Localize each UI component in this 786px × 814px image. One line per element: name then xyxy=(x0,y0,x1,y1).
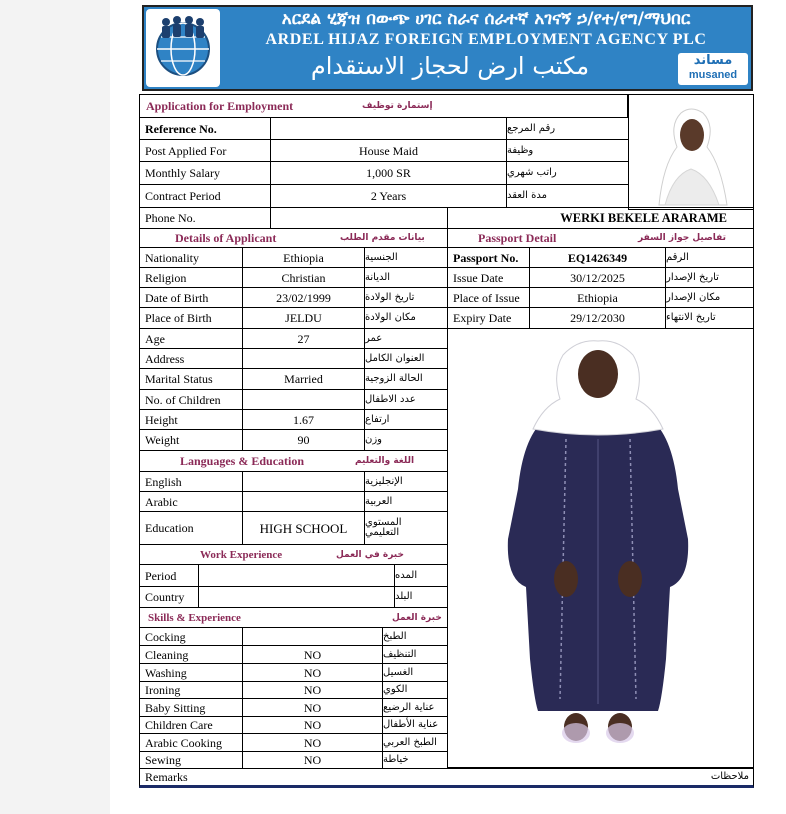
skill-label: Ironing xyxy=(139,681,243,699)
address-label-ar: العنوان الكامل xyxy=(364,348,448,369)
age-label: Age xyxy=(139,328,243,349)
pob-label-ar: مكان الولادة xyxy=(364,307,448,329)
issue-date-label-ar: تاريخ الإصدار xyxy=(665,267,754,288)
arabic-label: Arabic xyxy=(139,491,243,512)
details-title-en: Details of Applicant xyxy=(175,230,277,245)
country-value xyxy=(198,586,395,608)
applicant-name: WERKI BEKELE ARARAME xyxy=(447,207,754,229)
children-value xyxy=(242,389,365,410)
marital-label-ar: الحالة الزوجية xyxy=(364,368,448,390)
passport-no-label-ar: الرقم xyxy=(665,247,754,268)
skill-label-ar: الغسيل xyxy=(382,663,448,682)
skills-title-en: Skills & Experience xyxy=(148,611,241,624)
skills-title-ar: خبرة العمل xyxy=(392,612,442,623)
skill-value: NO xyxy=(242,733,383,752)
weight-label-ar: وزن xyxy=(364,429,448,451)
skill-value: NO xyxy=(242,663,383,682)
dob-label-ar: تاريخ الولادة xyxy=(364,287,448,308)
country-label: Country xyxy=(139,586,199,608)
remarks-row xyxy=(139,768,754,788)
skill-label-ar: خياطة xyxy=(382,751,448,769)
salary-value: 1,000 SR xyxy=(270,161,507,185)
marital-value: Married xyxy=(242,368,365,390)
address-label: Address xyxy=(139,348,243,369)
work-title-ar: خبرة في العمل xyxy=(336,549,404,560)
issue-date-label: Issue Date xyxy=(447,267,530,288)
country-label-ar: البلد xyxy=(394,586,448,608)
education-label-ar xyxy=(364,511,448,545)
religion-label: Religion xyxy=(139,267,243,288)
skill-value: NO xyxy=(242,681,383,699)
period-value xyxy=(198,564,395,587)
arabic-value xyxy=(242,491,365,512)
post-label-ar: وظيفة xyxy=(506,139,629,162)
musaned-arabic: مساند xyxy=(693,53,733,68)
languages-title xyxy=(139,450,448,472)
languages-title-en: Languages & Education xyxy=(180,453,305,468)
banner-arabic: مكتب ارض لحجاز الاستقدام xyxy=(310,52,590,80)
pob-value: JELDU xyxy=(242,307,365,329)
age-value: 27 xyxy=(242,328,365,349)
expiry-date-label-ar: تاريخ الانتهاء xyxy=(665,307,754,329)
issue-date-value: 30/12/2025 xyxy=(529,267,666,288)
religion-label-ar: الديانة xyxy=(364,267,448,288)
english-label-ar: الإنجليزية xyxy=(364,471,448,492)
post-label: Post Applied For xyxy=(139,139,271,162)
skill-label: Arabic Cooking xyxy=(139,733,243,752)
skill-label-ar: الكوي xyxy=(382,681,448,699)
weight-label: Weight xyxy=(139,429,243,451)
skill-value: NO xyxy=(242,645,383,664)
salary-label-ar: راتب شهري xyxy=(506,161,629,185)
height-label-ar: ارتفاع xyxy=(364,409,448,430)
expiry-date-label: Expiry Date xyxy=(447,307,530,329)
children-label-ar: عدد الاطفال xyxy=(364,389,448,410)
place-of-issue-label: Place of Issue xyxy=(447,287,530,308)
english-value xyxy=(242,471,365,492)
languages-title-ar: اللغة والتعليم xyxy=(355,456,415,466)
reference-label: Reference No. xyxy=(139,117,271,140)
education-label-ar-line1: المستوي xyxy=(365,517,402,528)
marital-label: Marital Status xyxy=(139,368,243,390)
skill-label-ar: الطبخ xyxy=(382,627,448,646)
skill-label-ar: عناية الرضيع xyxy=(382,698,448,717)
skill-label-ar: الطبخ العربي xyxy=(382,733,448,752)
skill-value: NO xyxy=(242,716,383,734)
place-of-issue-value: Ethiopia xyxy=(529,287,666,308)
musaned-english: musaned xyxy=(688,69,738,81)
passport-no-label: Passport No. xyxy=(447,247,530,268)
nationality-label: Nationality xyxy=(139,247,243,268)
applicant-photo-top xyxy=(628,94,754,210)
english-label: English xyxy=(139,471,243,492)
phone-value xyxy=(270,207,448,229)
skill-label-ar: التنظيف xyxy=(382,645,448,664)
religion-value: Christian xyxy=(242,267,365,288)
contract-label: Contract Period xyxy=(139,184,271,208)
skill-value: NO xyxy=(242,698,383,717)
passport-no-value: EQ1426349 xyxy=(529,247,666,268)
expiry-date-value: 29/12/2030 xyxy=(529,307,666,329)
details-title-ar: بيانات مقدم الطلب xyxy=(340,233,425,243)
details-title xyxy=(139,228,448,248)
children-label: No. of Children xyxy=(139,389,243,410)
banner-amharic: አርደል ሂጃዝ በውጭ ሀገር ስራና ሰራተኛ አገናኝ ኃ/የተ/የግ/ማህበር xyxy=(281,9,691,29)
application-title-ar: إستمارة توظيف xyxy=(362,101,433,111)
dob-value: 23/02/1999 xyxy=(242,287,365,308)
contract-value: 2 Years xyxy=(270,184,507,208)
skill-label: Sewing xyxy=(139,751,243,769)
application-title-en: Application for Employment xyxy=(146,98,294,113)
education-label-ar-line2: التعليمي xyxy=(365,527,400,538)
pob-label: Place of Birth xyxy=(139,307,243,329)
application-title xyxy=(139,94,628,118)
skill-label: Cleaning xyxy=(139,645,243,664)
passport-title-ar: تفاصيل جواز السفر xyxy=(638,233,727,243)
work-title-en: Work Experience xyxy=(200,548,283,561)
applicant-photo-full xyxy=(447,328,754,768)
musaned-logo xyxy=(678,53,748,85)
education-label: Education xyxy=(139,511,243,545)
skill-label: Cocking xyxy=(139,627,243,646)
reference-label-ar: رقم المرجع xyxy=(506,117,629,140)
height-label: Height xyxy=(139,409,243,430)
passport-title-en: Passport Detail xyxy=(478,230,557,245)
banner-english: ARDEL HIJAZ FOREIGN EMPLOYMENT AGENCY PLC xyxy=(265,31,707,48)
contract-label-ar: مدة العقد xyxy=(506,184,629,208)
left-sidebar xyxy=(0,0,111,814)
skill-label: Children Care xyxy=(139,716,243,734)
work-title xyxy=(139,544,448,565)
agency-logo xyxy=(146,9,220,87)
address-value xyxy=(242,348,365,369)
nationality-label-ar: الجنسية xyxy=(364,247,448,268)
period-label-ar: المده xyxy=(394,564,448,587)
period-label: Period xyxy=(139,564,199,587)
education-value: HIGH SCHOOL xyxy=(242,511,365,545)
salary-label: Monthly Salary xyxy=(139,161,271,185)
arabic-label-ar: العربية xyxy=(364,491,448,512)
skill-value: NO xyxy=(242,751,383,769)
age-label-ar: عمر xyxy=(364,328,448,349)
skills-title xyxy=(139,607,448,628)
skill-label: Washing xyxy=(139,663,243,682)
skill-label-ar: عناية الأطفال xyxy=(382,716,448,734)
skill-label: Baby Sitting xyxy=(139,698,243,717)
passport-title xyxy=(447,228,754,248)
height-value: 1.67 xyxy=(242,409,365,430)
phone-label: Phone No. xyxy=(139,207,271,229)
skill-value xyxy=(242,627,383,646)
reference-value xyxy=(270,117,507,140)
nationality-value: Ethiopia xyxy=(242,247,365,268)
remarks-label: Remarks xyxy=(145,770,188,784)
place-of-issue-label-ar: مكان الإصدار xyxy=(665,287,754,308)
remarks-label-ar: ملاحظات xyxy=(710,771,749,782)
post-value: House Maid xyxy=(270,139,507,162)
weight-value: 90 xyxy=(242,429,365,451)
dob-label: Date of Birth xyxy=(139,287,243,308)
